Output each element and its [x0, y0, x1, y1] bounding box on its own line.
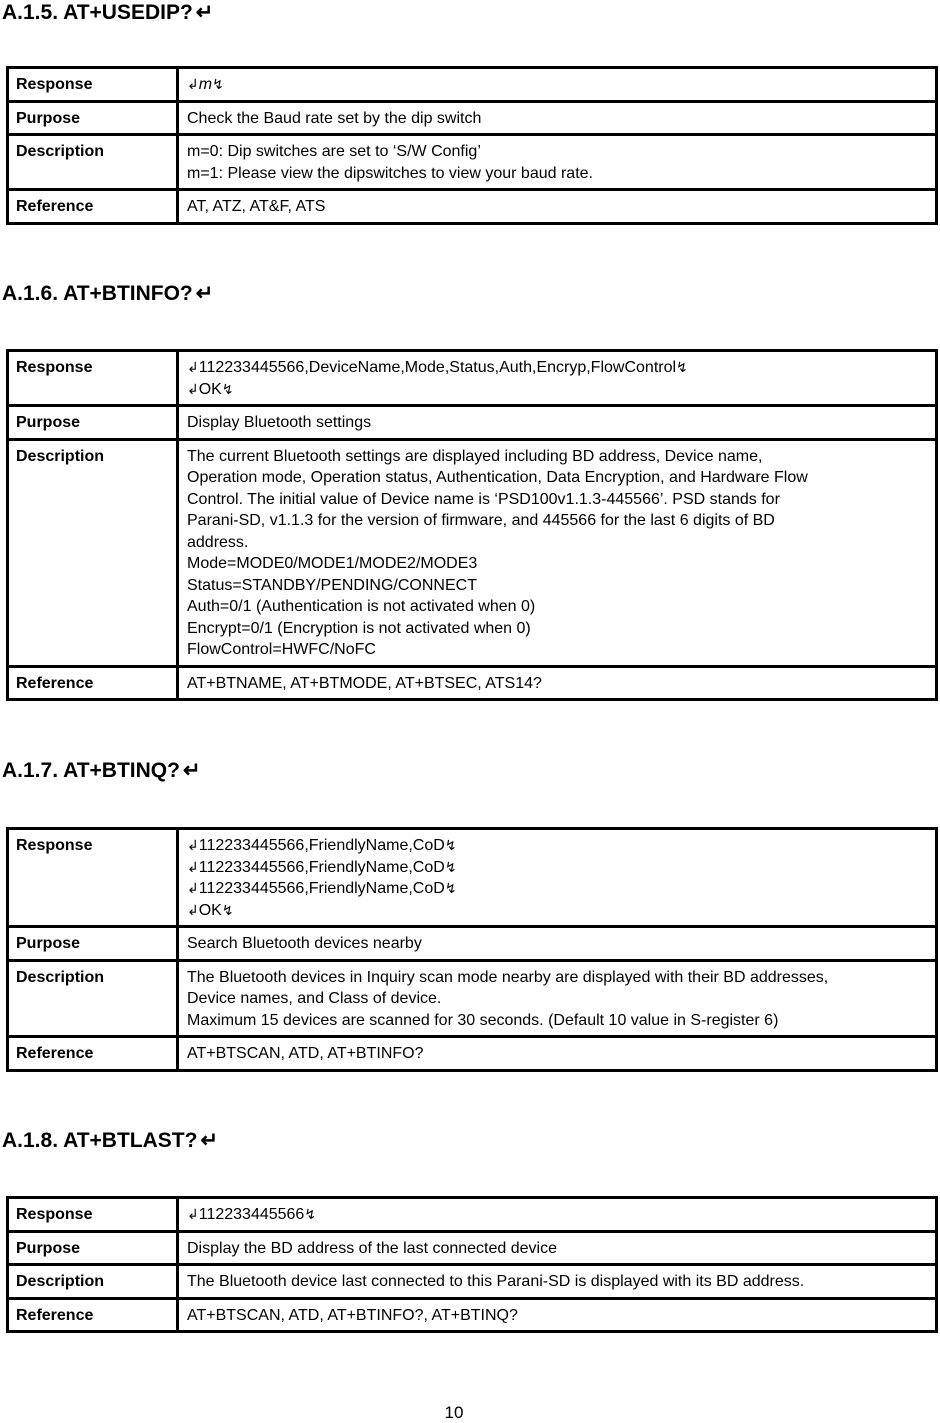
- description-line: Auth=0/1 (Authentication is not activated when 0): [187, 598, 536, 615]
- reference-label: Reference: [8, 1298, 178, 1332]
- description-row: [8, 439, 937, 666]
- response-label: Response: [8, 829, 178, 927]
- description-line: The Bluetooth devices in Inquiry scan mode nearby are displayed with their BD addresses,: [187, 968, 829, 986]
- reference-row: [8, 190, 937, 224]
- description-line: The Bluetooth device last connected to this Parani-SD is displayed with its BD address.: [187, 1273, 805, 1290]
- description-line: m=0: Dip switches are set to ‘S/W Config’: [187, 143, 481, 160]
- description-label: Description: [8, 135, 178, 190]
- description-row: [8, 960, 937, 1037]
- description-value: [178, 135, 937, 190]
- purpose-label: Purpose: [8, 101, 178, 135]
- purpose-label: Purpose: [8, 927, 178, 961]
- response-line: ↲112233445566,FriendlyName,CoD↯: [187, 880, 457, 897]
- reference-row: [8, 1037, 937, 1071]
- response-line: ↲112233445566,FriendlyName,CoD↯: [187, 837, 457, 854]
- command-table-btlast: [6, 1196, 938, 1333]
- response-line: ↲112233445566↯: [187, 1206, 317, 1223]
- line-feed-icon: ↯: [212, 76, 224, 92]
- reference-value: AT, ATZ, AT&F, ATS: [178, 190, 937, 224]
- response-line: ↲112233445566,FriendlyName,CoD↯: [187, 858, 457, 876]
- response-label: Response: [8, 68, 178, 102]
- heading-text: A.1.8. AT+BTLAST?: [2, 1129, 198, 1152]
- response-line: ↲OK↯: [187, 380, 234, 398]
- reference-value: AT+BTNAME, AT+BTMODE, AT+BTSEC, ATS14?: [178, 666, 937, 700]
- description-line: Encrypt=0/1 (Encryption is not activated when 0): [187, 619, 531, 637]
- reference-label: Reference: [8, 1037, 178, 1071]
- reference-row: [8, 666, 937, 700]
- reference-row: [8, 1298, 937, 1332]
- heading-text: A.1.7. AT+BTINQ?: [2, 759, 180, 782]
- description-label: Description: [8, 439, 178, 666]
- carriage-return-icon: ↲: [187, 901, 199, 918]
- purpose-value: Display Bluetooth settings: [178, 406, 937, 440]
- reference-label: Reference: [8, 190, 178, 224]
- description-value: [178, 439, 937, 666]
- enter-key-icon: ↵: [195, 1, 214, 24]
- purpose-value: Search Bluetooth devices nearby: [178, 927, 937, 961]
- description-line: Maximum 15 devices are scanned for 30 seconds. (Default 10 value in S-register 6): [187, 1011, 779, 1029]
- command-table-usedip: [6, 66, 938, 225]
- description-line: Parani-SD, v1.1.3 for the version of firmware, and 445566 for the last 6 digits of BD: [187, 512, 775, 529]
- carriage-return-icon: ↲: [187, 858, 199, 875]
- purpose-label: Purpose: [8, 1231, 178, 1265]
- response-row: [8, 829, 937, 927]
- heading-text: A.1.6. AT+BTINFO?: [2, 282, 193, 305]
- purpose-value: Check the Baud rate set by the dip switch: [178, 101, 937, 135]
- purpose-row: [8, 1231, 937, 1265]
- purpose-label: Purpose: [8, 406, 178, 440]
- response-line: ↲OK↯: [187, 901, 234, 919]
- response-row: [8, 1198, 937, 1232]
- response-value: [178, 351, 937, 406]
- section-heading-usedip: [2, 0, 213, 26]
- description-line: Device names, and Class of device.: [187, 990, 442, 1007]
- command-table-btinfo: [6, 349, 938, 701]
- response-row: [8, 68, 937, 102]
- line-feed-icon: ↯: [444, 858, 457, 875]
- reference-value: AT+BTSCAN, ATD, AT+BTINFO?, AT+BTINQ?: [178, 1298, 937, 1332]
- enter-key-icon: ↵: [182, 759, 201, 782]
- response-value: [178, 68, 937, 102]
- response-label: Response: [8, 351, 178, 406]
- carriage-return-icon: ↲: [187, 1206, 199, 1222]
- heading-text: A.1.5. AT+USEDIP?: [2, 1, 193, 24]
- description-line: Status=STANDBY/PENDING/CONNECT: [187, 576, 477, 594]
- enter-key-icon: ↵: [200, 1129, 219, 1152]
- description-line: Mode=MODE0/MODE1/MODE2/MODE3: [187, 555, 478, 572]
- description-line: Operation mode, Operation status, Authentication, Data Encryption, and Hardware Flow: [187, 469, 808, 486]
- section-heading-btlast: [2, 1128, 218, 1154]
- response-line: ↲112233445566,DeviceName,Mode,Status,Auth,Encryp,FlowControl↯: [187, 359, 688, 376]
- description-value: [178, 960, 937, 1037]
- reference-label: Reference: [8, 666, 178, 700]
- description-line: The current Bluetooth settings are displayed including BD address, Device name,: [187, 447, 763, 465]
- response-row: [8, 351, 937, 406]
- response-value: [178, 829, 937, 927]
- description-line: Control. The initial value of Device name is ‘PSD100v1.1.3-445566’. PSD stands for: [187, 490, 780, 508]
- carriage-return-icon: ↲: [187, 380, 199, 397]
- response-line: ↲m↯: [187, 76, 224, 93]
- section-heading-btinfo: [2, 281, 213, 307]
- command-table-btinq: [6, 827, 938, 1072]
- description-row: [8, 135, 937, 190]
- line-feed-icon: ↯: [676, 359, 688, 375]
- purpose-row: [8, 406, 937, 440]
- purpose-row: [8, 927, 937, 961]
- description-line: address.: [187, 533, 249, 551]
- page-number: 10: [444, 1403, 464, 1422]
- purpose-value: Display the BD address of the last connected device: [178, 1231, 937, 1265]
- carriage-return-icon: ↲: [187, 76, 199, 92]
- line-feed-icon: ↯: [221, 380, 234, 397]
- line-feed-icon: ↯: [444, 880, 457, 896]
- description-line: m=1: Please view the dipswitches to view your baud rate.: [187, 164, 593, 182]
- line-feed-icon: ↯: [444, 837, 457, 853]
- response-value: [178, 1198, 937, 1232]
- enter-key-icon: ↵: [195, 282, 214, 305]
- line-feed-icon: ↯: [221, 901, 234, 918]
- purpose-row: [8, 101, 937, 135]
- description-value: [178, 1265, 937, 1299]
- carriage-return-icon: ↲: [187, 837, 199, 853]
- description-label: Description: [8, 1265, 178, 1299]
- carriage-return-icon: ↲: [187, 359, 199, 375]
- response-label: Response: [8, 1198, 178, 1232]
- reference-value: AT+BTSCAN, ATD, AT+BTINFO?: [178, 1037, 937, 1071]
- description-row: [8, 1265, 937, 1299]
- description-line: FlowControl=HWFC/NoFC: [187, 641, 376, 658]
- line-feed-icon: ↯: [304, 1206, 317, 1222]
- section-heading-btinq: [2, 758, 201, 784]
- description-label: Description: [8, 960, 178, 1037]
- carriage-return-icon: ↲: [187, 880, 199, 896]
